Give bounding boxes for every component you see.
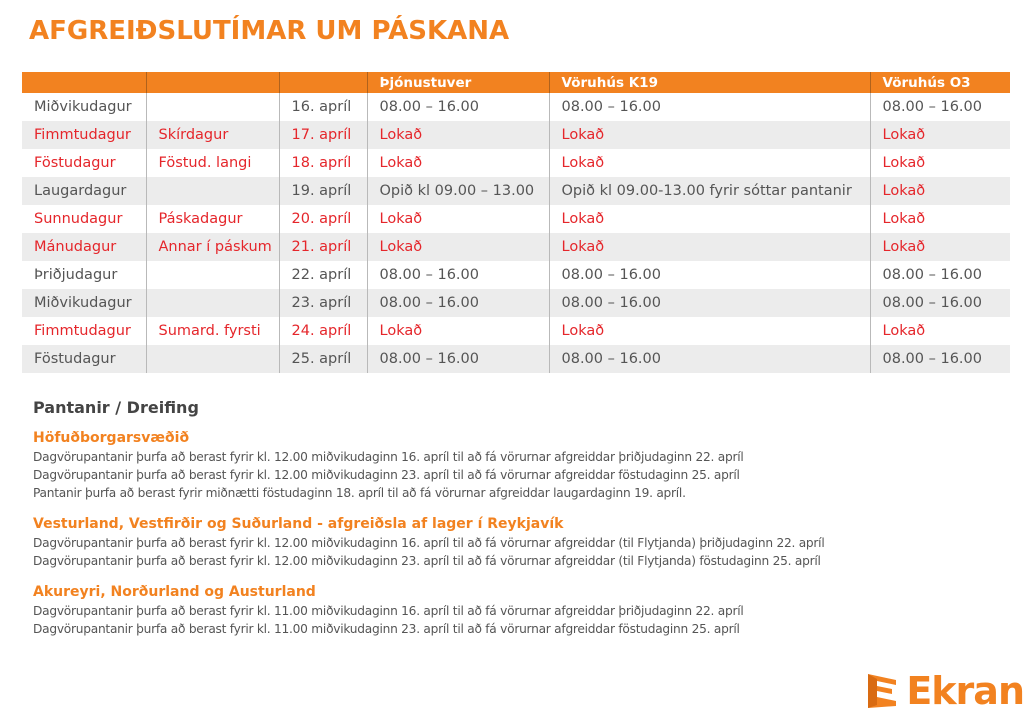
region-block [33, 515, 993, 570]
ekran-logo-text: Ekran [906, 669, 1024, 713]
header-date [279, 72, 367, 93]
table-row [22, 233, 1010, 261]
header-voruhus-o3: Vöruhús O3 [870, 72, 1010, 93]
date-cell: 22. apríl [279, 261, 367, 289]
date-cell: 21. apríl [279, 233, 367, 261]
voruhus-k19-cell: Opið kl 09.00-13.00 fyrir sóttar pantanir [549, 177, 870, 205]
holiday-name-cell: Sumard. fyrsti [146, 317, 279, 345]
thjonustuver-cell: Lokað [367, 205, 549, 233]
region-block [33, 583, 993, 638]
thjonustuver-cell: Lokað [367, 149, 549, 177]
thjonustuver-cell: Lokað [367, 121, 549, 149]
voruhus-k19-cell: 08.00 – 16.00 [549, 93, 870, 121]
region-line: Dagvörupantanir þurfa að berast fyrir kl. 12.00 miðvikudaginn 16. apríl til að fá vörurnar afgreiddar þriðjudaginn 22. apríl [33, 450, 744, 464]
voruhus-o3-cell: Lokað [870, 317, 1010, 345]
holiday-name-cell [146, 93, 279, 121]
holiday-name-cell: Skírdagur [146, 121, 279, 149]
header-day [22, 72, 146, 93]
day-cell: Þriðjudagur [34, 267, 118, 283]
holiday-name-cell [146, 261, 279, 289]
thjonustuver-cell: 08.00 – 16.00 [367, 345, 549, 373]
day-cell: Sunnudagur [34, 211, 123, 227]
date-cell: 25. apríl [279, 345, 367, 373]
table-row [22, 149, 1010, 177]
voruhus-k19-cell: Lokað [549, 317, 870, 345]
thjonustuver-cell: Opið kl 09.00 – 13.00 [367, 177, 549, 205]
region-line: Dagvörupantanir þurfa að berast fyrir kl. 12.00 miðvikudaginn 23. apríl til að fá vörurnar afgreiddar (til Flytjanda) föstudaginn 25. apríl [33, 554, 821, 568]
region-title: Höfuðborgarsvæðið [33, 430, 190, 446]
table-row [22, 177, 1010, 205]
ekran-logo [868, 669, 1024, 713]
date-cell: 23. apríl [279, 289, 367, 317]
holiday-name-cell [146, 345, 279, 373]
voruhus-k19-cell: 08.00 – 16.00 [549, 289, 870, 317]
table-header-row [22, 72, 1010, 93]
voruhus-k19-cell: Lokað [549, 205, 870, 233]
page-title: AFGREIÐSLUTÍMAR UM PÁSKANA [29, 16, 510, 46]
thjonustuver-cell: 08.00 – 16.00 [367, 261, 549, 289]
voruhus-o3-cell: Lokað [870, 177, 1010, 205]
voruhus-k19-cell: Lokað [549, 149, 870, 177]
date-cell: 18. apríl [279, 149, 367, 177]
voruhus-o3-cell: Lokað [870, 233, 1010, 261]
region-title: Vesturland, Vestfirðir og Suðurland - afgreiðsla af lager í Reykjavík [33, 516, 564, 532]
holiday-name-cell: Annar í páskum [146, 233, 279, 261]
voruhus-o3-cell: Lokað [870, 121, 1010, 149]
day-cell: Mánudagur [22, 233, 146, 261]
region-line: Pantanir þurfa að berast fyrir miðnætti föstudaginn 18. apríl til að fá vörurnar afgreiddar laugardaginn 19. apríl. [33, 486, 686, 500]
table-row [22, 205, 1010, 233]
header-thjonustuver: Þjónustuver [367, 72, 549, 93]
date-cell: 17. apríl [279, 121, 367, 149]
date-cell: 19. apríl [279, 177, 367, 205]
region-block [33, 429, 993, 502]
voruhus-o3-cell: Lokað [870, 205, 1010, 233]
region-title: Akureyri, Norðurland og Austurland [33, 584, 316, 600]
table-row [22, 317, 1010, 345]
day-cell: Fimmtudagur [22, 121, 146, 149]
holiday-name-cell: Páskadagur [146, 205, 279, 233]
day-cell: Föstudagur [22, 345, 146, 373]
day-cell: Miðvikudagur [22, 289, 146, 317]
table-row [22, 345, 1010, 373]
table-row [22, 289, 1010, 317]
day-cell: Föstudagur [34, 155, 116, 171]
ekran-logo-icon [868, 674, 896, 708]
thjonustuver-cell: Lokað [367, 317, 549, 345]
distribution-title: Pantanir / Dreifing [33, 398, 199, 417]
voruhus-o3-cell: Lokað [870, 149, 1010, 177]
thjonustuver-cell: 08.00 – 16.00 [367, 289, 549, 317]
voruhus-k19-cell: Lokað [549, 233, 870, 261]
header-holiday-name [146, 72, 279, 93]
region-line: Dagvörupantanir þurfa að berast fyrir kl. 12.00 miðvikudaginn 23. apríl til að fá vörurnar afgreiddar föstudaginn 25. apríl [33, 468, 740, 482]
voruhus-o3-cell: 08.00 – 16.00 [870, 345, 1010, 373]
opening-hours-table [22, 72, 1010, 373]
voruhus-o3-cell: 08.00 – 16.00 [870, 261, 1010, 289]
header-voruhus-k19: Vöruhús K19 [549, 72, 870, 93]
holiday-name-cell [146, 289, 279, 317]
voruhus-k19-cell: 08.00 – 16.00 [549, 345, 870, 373]
table-row [22, 261, 1010, 289]
holiday-name-cell: Föstud. langi [146, 149, 279, 177]
voruhus-o3-cell: 08.00 – 16.00 [870, 289, 1010, 317]
day-cell: Laugardagur [22, 177, 146, 205]
table-row [22, 93, 1010, 121]
day-cell: Miðvikudagur [34, 99, 132, 115]
date-cell: 16. apríl [279, 93, 367, 121]
voruhus-k19-cell: 08.00 – 16.00 [549, 261, 870, 289]
thjonustuver-cell: Lokað [367, 233, 549, 261]
region-line: Dagvörupantanir þurfa að berast fyrir kl. 12.00 miðvikudaginn 16. apríl til að fá vörurnar afgreiddar (til Flytjanda) þriðjudaginn 22. apríl [33, 536, 825, 550]
holiday-name-cell [146, 177, 279, 205]
voruhus-k19-cell: Lokað [549, 121, 870, 149]
voruhus-o3-cell: 08.00 – 16.00 [870, 93, 1010, 121]
table-row [22, 121, 1010, 149]
distribution-section [33, 398, 993, 651]
day-cell: Fimmtudagur [34, 323, 131, 339]
date-cell: 24. apríl [279, 317, 367, 345]
region-line: Dagvörupantanir þurfa að berast fyrir kl. 11.00 miðvikudaginn 23. apríl til að fá vörurnar afgreiddar föstudaginn 25. apríl [33, 622, 740, 636]
date-cell: 20. apríl [279, 205, 367, 233]
region-line: Dagvörupantanir þurfa að berast fyrir kl. 11.00 miðvikudaginn 16. apríl til að fá vörurnar afgreiddar þriðjudaginn 22. apríl [33, 604, 744, 618]
thjonustuver-cell: 08.00 – 16.00 [367, 93, 549, 121]
